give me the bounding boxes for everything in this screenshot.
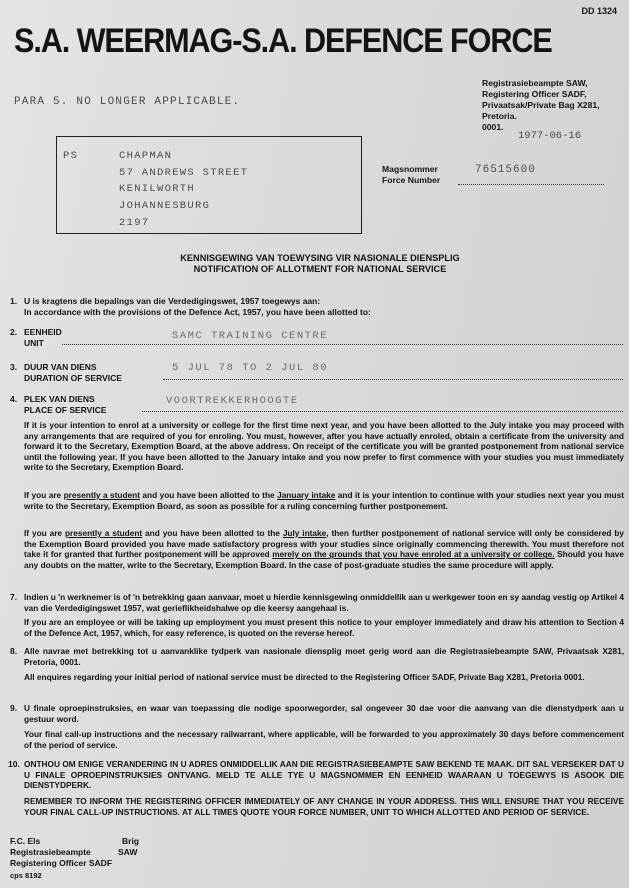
- address-line-5: 2197: [119, 217, 150, 229]
- force-number-line: [458, 184, 604, 185]
- typed-note: PARA 5. NO LONGER APPLICABLE.: [14, 96, 241, 108]
- item-3-en: DURATION OF SERVICE: [24, 373, 122, 383]
- duration-line: [163, 379, 623, 380]
- item-4-label: [24, 394, 107, 416]
- item-8-en: All enquires regarding your initial period of national service must be directed to the Registering Officer SADF, Private Bag X281, Pretoria 0001.: [24, 672, 585, 682]
- postponement-paragraph-2: If you are presently a student and you have been allotted to the January intake and it is your intention to continue with your studies next year you must write to the Secretary, Exemption Board, as soon as possible for a ruling concerning further postponement.: [24, 490, 624, 511]
- signature-title-en: Registering Officer SADF: [10, 858, 113, 868]
- address-box: [56, 136, 362, 234]
- page-title: S.A. WEERMAG-S.A. DEFENCE FORCE: [14, 22, 552, 60]
- force-number-label-en: Force Number: [382, 175, 441, 185]
- item-8-af: Alle navrae met betrekking tot u aanvanklike tydperk van nasionale diensplig moet gerig word aan die Registrasiebeampte SAW, Privaatsak X281, Pretoria, 0001.: [24, 646, 624, 667]
- force-number-label-af: Magsnommer: [382, 164, 438, 174]
- unit-line: [62, 344, 623, 345]
- item-10-number: 10.: [8, 759, 20, 769]
- address-line-3: KENILWORTH: [119, 183, 196, 195]
- address-line-4: JOHANNESBURG: [119, 200, 211, 212]
- item-4-number: 4.: [10, 394, 18, 404]
- item-1-af: U is kragtens die bepalings van die Verdedigingswet, 1957 toegewys aan:: [24, 296, 321, 306]
- item-3-label: [24, 362, 122, 384]
- reg-line-5: 0001.: [482, 122, 504, 132]
- signature-title-af: Registrasiebeampte: [10, 847, 91, 857]
- date-stamp: 1977-06-16: [518, 130, 582, 142]
- duration-value: 5 JUL 78 TO 2 JUL 80: [172, 362, 329, 374]
- address-line-1: CHAPMAN: [119, 150, 173, 162]
- item-9-number: 9.: [10, 703, 18, 713]
- item-2-number: 2.: [10, 327, 18, 337]
- item-2-en: UNIT: [24, 338, 44, 348]
- item-2-label: [24, 327, 62, 349]
- item-7-number: 7.: [10, 592, 18, 602]
- item-4-af: PLEK VAN DIENS: [24, 394, 95, 404]
- item-9-af: U finale oproepinstruksies, en waar van toepassing die nodige spoorwegorder, sal ongeveer 30 dae voor die aanvang van die dienstydperk aan u gestuur word.: [24, 703, 624, 724]
- item-1-number: 1.: [10, 296, 18, 306]
- place-line: [142, 411, 623, 412]
- item-1-text: [24, 296, 371, 318]
- postponement-paragraph-3: If you are presently a student and you have been allotted to the July intake, then further postponement of national service will only be considered by the Exemption Board provided you have made satisfactory progress with your studies since originally commencing therewith. You must therefore not take it for granted that further postponement will be approved merely on the grounds that you have enroled at a university or college. Should you have any doubts on the matter, write to the Secretary, Exemption Board. In the case of post-graduate studies the same procedure will apply.: [24, 528, 625, 570]
- item-3-number: 3.: [10, 362, 18, 372]
- reg-line-2: Registering Officer SADF,: [482, 89, 587, 99]
- item-4-en: PLACE OF SERVICE: [24, 405, 107, 415]
- unit-value: SAMC TRAINING CENTRE: [172, 330, 329, 342]
- item-10-af: ONTHOU OM ENIGE VERANDERING IN U ADRES ONMIDDELLIK AAN DIE REGISTRASIEBEAMPTE SAW BEKEND TE MAAK. DIT SAL VERSEKER DAT U U FINALE OPROEPINSTRUKSIES ONTVANG. MELD TE ALLE TYE U MAGSNOMMER EN EENHEID WAARAAN U TOEGEWYS IS ASOOK DIE DIENSTYDPERK.: [24, 759, 624, 791]
- signature-name: F.C. Els: [10, 836, 41, 846]
- item-2-af: EENHEID: [24, 327, 62, 337]
- reg-line-1: Registrasiebeampte SAW,: [482, 78, 588, 88]
- address-line-2: 57 ANDREWS STREET: [119, 167, 249, 179]
- item-7-en: If you are an employee or will be taking up employment you must present this notice to your employer immediately and draw his attention to Section 4 of the Defence Act, 1957, which, for easy reference, is quoted on the reverse hereof.: [24, 617, 624, 638]
- item-9-en: Your final call-up instructions and the necessary railwarrant, where applicable, will be forwarded to you approximately 30 days before commencement of the period of service.: [24, 729, 624, 750]
- notice-title: [100, 253, 540, 275]
- form-code: DD 1324: [581, 6, 617, 16]
- item-3-af: DUUR VAN DIENS: [24, 362, 97, 372]
- force-number-value: 76515600: [475, 164, 536, 176]
- signature-rank: Brig: [122, 836, 139, 846]
- form-print-code: cps 8192: [10, 871, 42, 880]
- postponement-paragraph-1: If it is your intention to enrol at a university or college for the first time next year, and you have been allotted to the July intake you may proceed with any arrangements that are required of you for enroling. You must, however, after you have actually enroled, obtain a certificate from the university and forward it to the Secretary, Exemption Board, at the above address. On receipt of the certificate you will be granted postponement from national service until the following year. If you have been allotted to the January intake and you now prefer to first commence with your studies you must immediately write to the Secretary, Exemption Board.: [24, 420, 624, 473]
- item-10-en: REMEMBER TO INFORM THE REGISTERING OFFICER IMMEDIATELY OF ANY CHANGE IN YOUR ADDRESS. THIS WILL ENSURE THAT YOU RECEIVE YOUR FINAL CALL-UP INSTRUCTIONS. AT ALL TIMES QUOTE YOUR FORCE NUMBER, UNIT TO WHICH ALLOTTED AND PERIOD OF SERVICE.: [24, 796, 624, 817]
- item-1-en: In accordance with the provisions of the Defence Act, 1957, you have been allotted to:: [24, 307, 371, 317]
- signature-abbr-af: SAW: [118, 847, 138, 857]
- notice-title-en: NOTIFICATION OF ALLOTMENT FOR NATIONAL SERVICE: [193, 264, 447, 274]
- address-prefix: PS: [63, 150, 79, 162]
- item-8-number: 8.: [10, 646, 18, 656]
- registering-office-address: [482, 78, 624, 133]
- item-7-af: Indien u 'n werknemer is of 'n betrekking gaan aanvaar, moet u hierdie kennisgewing onmiddellik aan u werkgewer toon en sy aandag vestig op Artikel 4 van die Verdedigingswet 1957, wat gerieflikheidshalwe op die keersy aangehaal is.: [24, 592, 624, 613]
- reg-line-3: Privaatsak/Private Bag X281,: [482, 100, 600, 110]
- notice-title-af: KENNISGEWING VAN TOEWYSING VIR NASIONALE DIENSPLIG: [180, 253, 460, 263]
- force-number-label: [382, 164, 440, 186]
- place-value: VOORTREKKERHOOGTE: [166, 395, 299, 407]
- reg-line-4: Pretoria.: [482, 111, 517, 121]
